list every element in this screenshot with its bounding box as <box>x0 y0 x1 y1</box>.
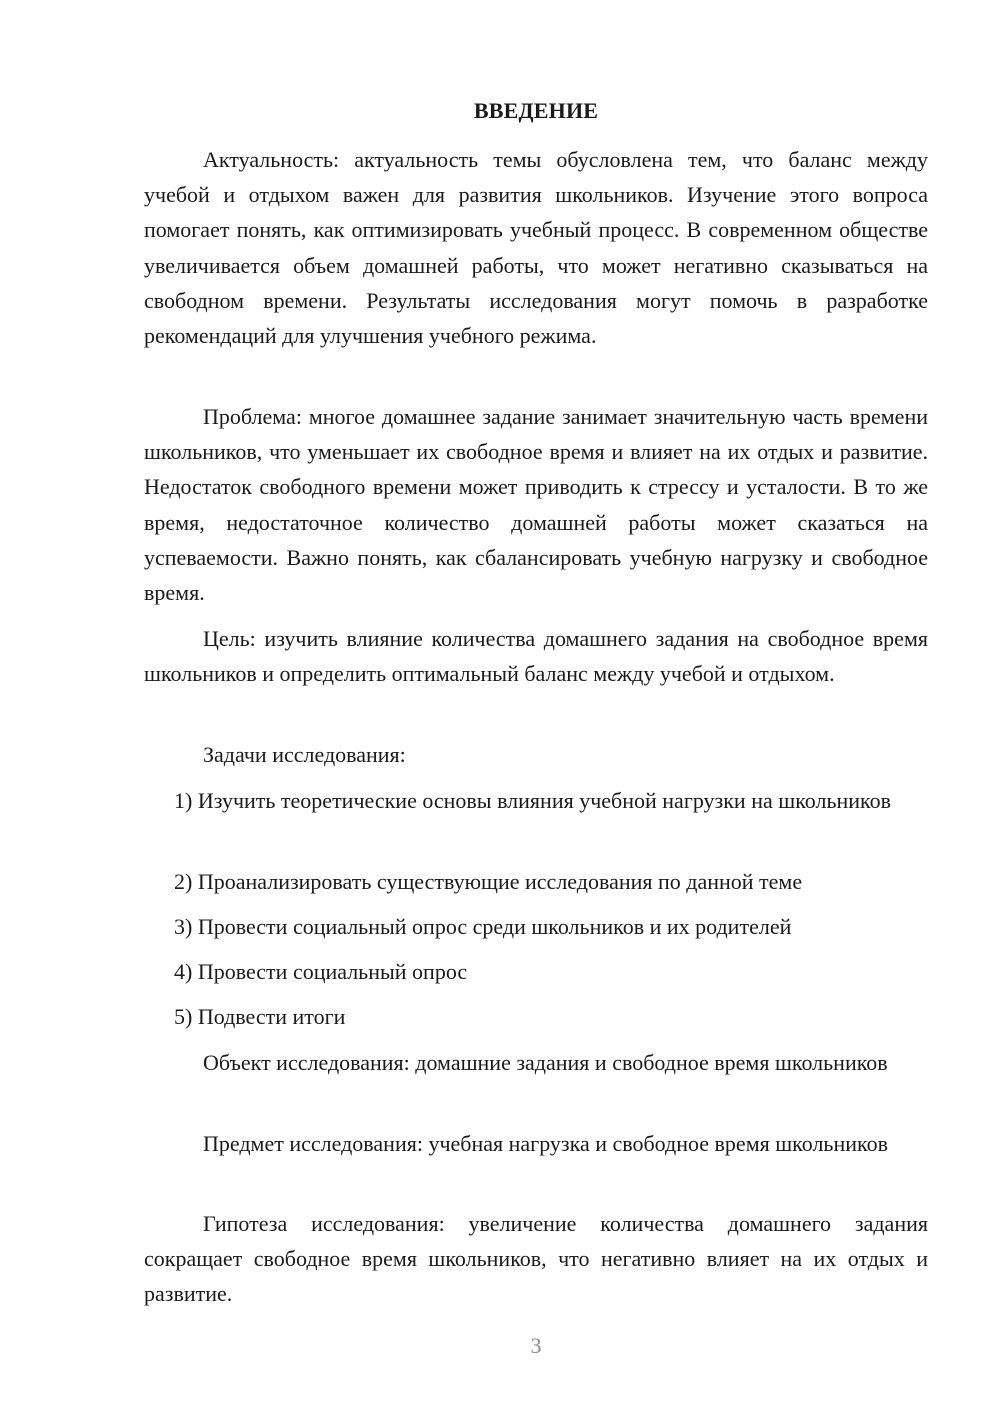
task-item-1: 1) Изучить теоретические основы влияния учебной нагрузки на школьников <box>174 788 891 813</box>
goal-paragraph: Цель: изучить влияние количества домашнего задания на свободное время школьников и определить оптимальный баланс между учебой и отдыхом. <box>144 626 928 687</box>
page-number: 3 <box>530 1333 542 1358</box>
subject-paragraph: Предмет исследования: учебная нагрузка и свободное время школьников <box>203 1131 888 1156</box>
task-item-3: 3) Провести социальный опрос среди школьников и их родителей <box>174 914 792 939</box>
object-paragraph: Объект исследования: домашние задания и свободное время школьников <box>203 1050 888 1075</box>
page-title: ВВЕДЕНИЕ <box>473 98 599 123</box>
hypothesis-paragraph: Гипотеза исследования: увеличение количества домашнего задания сокращает свободное время школьников, что негативно влияет на их отдых и развитие. <box>144 1211 928 1307</box>
relevance-paragraph: Актуальность: актуальность темы обусловлена тем, что баланс между учебой и отдыхом важен для развития школьников. Изучение этого вопроса помогает понять, как оптимизировать учебный процесс. В современном обществе увеличивается объем домашней работы, что может негативно сказываться на свободном времени. Результаты исследования могут помочь в разработке рекомендаций для улучшения учебного режима. <box>144 147 928 349</box>
task-item-4: 4) Провести социальный опрос <box>174 959 468 984</box>
task-item-5: 5) Подвести итоги <box>174 1004 346 1029</box>
problem-paragraph: Проблема: многое домашнее задание занимает значительную часть времени школьников, что уменьшает их свободное время и влияет на их отдых и развитие. Недостаток свободного времени может приводить к стрессу и усталости. В то же время, недостаточное количество домашней работы может сказаться на успеваемости. Важно понять, как сбалансировать учебную нагрузку и свободное время. <box>144 404 928 606</box>
tasks-heading: Задачи исследования: <box>203 742 406 767</box>
task-item-2: 2) Проанализировать существующие исследования по данной теме <box>174 869 803 894</box>
